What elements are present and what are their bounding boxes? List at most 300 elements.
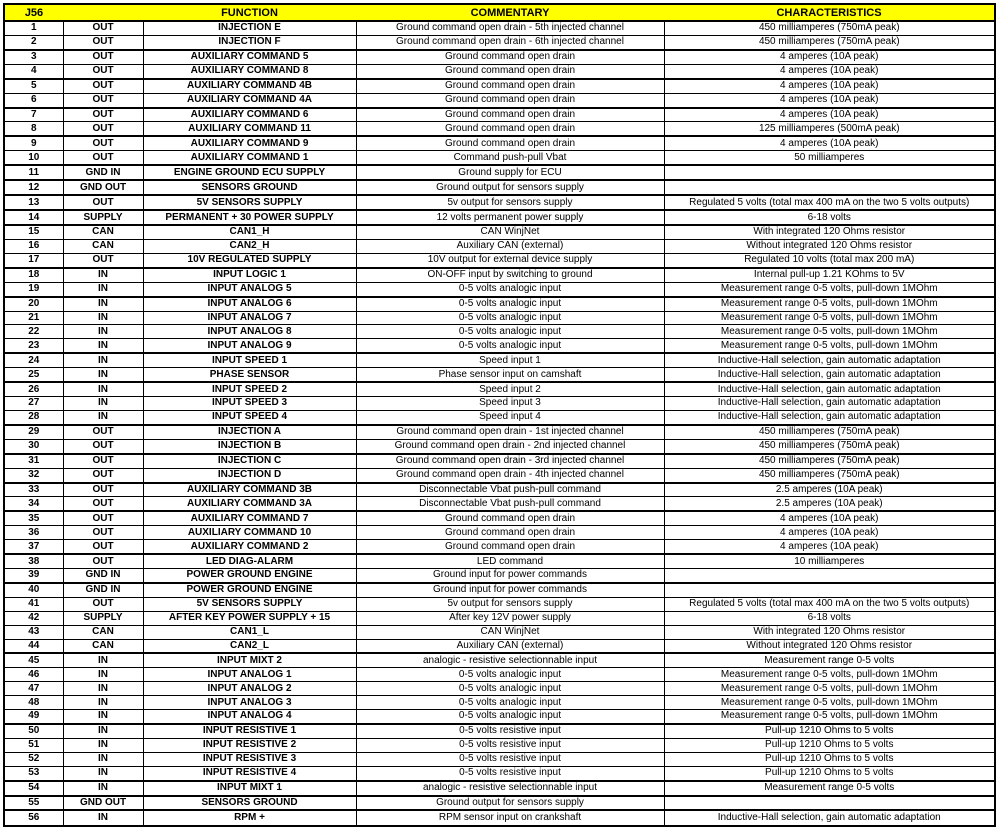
cell-pin: 20 — [4, 297, 63, 311]
cell-pin: 22 — [4, 325, 63, 339]
cell-direction: OUT — [63, 483, 143, 497]
cell-direction: IN — [63, 410, 143, 424]
cell-function: 10V REGULATED SUPPLY — [143, 253, 356, 267]
cell-function: INPUT ANALOG 6 — [143, 297, 356, 311]
cell-function: ENGINE GROUND ECU SUPPLY — [143, 165, 356, 180]
cell-commentary: Ground command open drain — [356, 93, 664, 107]
cell-pin: 12 — [4, 180, 63, 195]
cell-characteristics: Inductive-Hall selection, gain automatic adaptation — [664, 368, 995, 382]
cell-function: INPUT RESISTIVE 2 — [143, 738, 356, 752]
cell-commentary: After key 12V power supply — [356, 611, 664, 625]
cell-direction: IN — [63, 282, 143, 296]
cell-direction: OUT — [63, 253, 143, 267]
cell-pin: 23 — [4, 339, 63, 353]
cell-commentary: Ground command open drain — [356, 122, 664, 136]
header-row — [4, 4, 995, 21]
cell-pin: 47 — [4, 682, 63, 696]
cell-characteristics — [664, 165, 995, 180]
cell-characteristics: 4 amperes (10A peak) — [664, 540, 995, 554]
cell-function: AUXILIARY COMMAND 10 — [143, 526, 356, 540]
cell-characteristics: 4 amperes (10A peak) — [664, 136, 995, 150]
cell-pin: 17 — [4, 253, 63, 267]
cell-pin: 13 — [4, 195, 63, 210]
cell-characteristics: 4 amperes (10A peak) — [664, 50, 995, 64]
table-row — [4, 583, 995, 597]
cell-pin: 11 — [4, 165, 63, 180]
cell-direction: OUT — [63, 468, 143, 482]
table-row — [4, 311, 995, 325]
cell-characteristics: Inductive-Hall selection, gain automatic adaptation — [664, 397, 995, 411]
cell-commentary: 12 volts permanent power supply — [356, 210, 664, 225]
cell-characteristics: 4 amperes (10A peak) — [664, 64, 995, 78]
cell-function: AUXILIARY COMMAND 1 — [143, 151, 356, 165]
cell-function: 5V SENSORS SUPPLY — [143, 597, 356, 611]
cell-function: INPUT MIXT 1 — [143, 781, 356, 796]
cell-pin: 1 — [4, 21, 63, 35]
cell-commentary: Ground command open drain - 5th injected channel — [356, 21, 664, 35]
cell-characteristics: With integrated 120 Ohms resistor — [664, 625, 995, 639]
cell-commentary: Speed input 3 — [356, 397, 664, 411]
cell-direction: CAN — [63, 225, 143, 239]
cell-direction: IN — [63, 353, 143, 367]
cell-pin: 43 — [4, 625, 63, 639]
cell-pin: 39 — [4, 569, 63, 583]
table-row — [4, 151, 995, 165]
cell-function: AUXILIARY COMMAND 6 — [143, 108, 356, 122]
table-row — [4, 810, 995, 826]
cell-direction: OUT — [63, 511, 143, 525]
cell-function: INPUT ANALOG 7 — [143, 311, 356, 325]
column-header-characteristics: CHARACTERISTICS — [664, 4, 995, 21]
table-row — [4, 696, 995, 710]
cell-function: INPUT ANALOG 4 — [143, 710, 356, 724]
cell-commentary: 0-5 volts analogic input — [356, 282, 664, 296]
cell-direction: OUT — [63, 122, 143, 136]
table-row — [4, 165, 995, 180]
cell-direction: OUT — [63, 597, 143, 611]
cell-direction: GND IN — [63, 583, 143, 597]
cell-commentary: 0-5 volts resistive input — [356, 724, 664, 738]
cell-direction: OUT — [63, 439, 143, 453]
cell-pin: 9 — [4, 136, 63, 150]
cell-pin: 26 — [4, 382, 63, 396]
cell-function: INPUT SPEED 2 — [143, 382, 356, 396]
table-row — [4, 781, 995, 796]
cell-function: AUXILIARY COMMAND 4A — [143, 93, 356, 107]
cell-pin: 34 — [4, 497, 63, 511]
cell-pin: 46 — [4, 668, 63, 682]
cell-commentary: Ground output for sensors supply — [356, 180, 664, 195]
cell-pin: 44 — [4, 639, 63, 653]
cell-characteristics: Measurement range 0-5 volts, pull-down 1MOhm — [664, 668, 995, 682]
cell-commentary: analogic - resistive selectionnable input — [356, 653, 664, 667]
cell-function: INPUT ANALOG 2 — [143, 682, 356, 696]
table-row — [4, 439, 995, 453]
table-row — [4, 282, 995, 296]
cell-function: INPUT SPEED 4 — [143, 410, 356, 424]
cell-commentary: Ground command open drain — [356, 79, 664, 93]
cell-characteristics: Measurement range 0-5 volts, pull-down 1MOhm — [664, 311, 995, 325]
cell-characteristics: Inductive-Hall selection, gain automatic adaptation — [664, 410, 995, 424]
cell-direction: GND OUT — [63, 180, 143, 195]
cell-function: INPUT MIXT 2 — [143, 653, 356, 667]
cell-function: INJECTION D — [143, 468, 356, 482]
cell-function: INPUT RESISTIVE 1 — [143, 724, 356, 738]
cell-characteristics: With integrated 120 Ohms resistor — [664, 225, 995, 239]
cell-characteristics: Measurement range 0-5 volts — [664, 781, 995, 796]
cell-commentary: Ground command open drain - 6th injected channel — [356, 35, 664, 49]
cell-pin: 53 — [4, 766, 63, 780]
cell-function: INPUT LOGIC 1 — [143, 268, 356, 282]
cell-commentary: Auxiliary CAN (external) — [356, 639, 664, 653]
table-row — [4, 239, 995, 253]
cell-function: POWER GROUND ENGINE — [143, 583, 356, 597]
table-row — [4, 136, 995, 150]
table-row — [4, 625, 995, 639]
cell-characteristics: 4 amperes (10A peak) — [664, 79, 995, 93]
cell-function: AFTER KEY POWER SUPPLY + 15 — [143, 611, 356, 625]
cell-commentary: analogic - resistive selectionnable input — [356, 781, 664, 796]
cell-commentary: Command push-pull Vbat — [356, 151, 664, 165]
cell-function: INPUT ANALOG 9 — [143, 339, 356, 353]
cell-function: INJECTION C — [143, 454, 356, 468]
cell-characteristics: Regulated 5 volts (total max 400 mA on the two 5 volts outputs) — [664, 195, 995, 210]
cell-function: AUXILIARY COMMAND 4B — [143, 79, 356, 93]
cell-function: CAN2_H — [143, 239, 356, 253]
cell-function: INJECTION A — [143, 425, 356, 439]
cell-commentary: 5v output for sensors supply — [356, 597, 664, 611]
cell-pin: 19 — [4, 282, 63, 296]
cell-commentary: 0-5 volts analogic input — [356, 668, 664, 682]
cell-pin: 2 — [4, 35, 63, 49]
cell-commentary: Speed input 1 — [356, 353, 664, 367]
table-row — [4, 410, 995, 424]
cell-function: INPUT ANALOG 5 — [143, 282, 356, 296]
table-row — [4, 554, 995, 568]
cell-direction: IN — [63, 382, 143, 396]
cell-pin: 56 — [4, 810, 63, 826]
table-row — [4, 50, 995, 64]
cell-function: INJECTION B — [143, 439, 356, 453]
table-row — [4, 180, 995, 195]
cell-pin: 37 — [4, 540, 63, 554]
cell-commentary: Ground supply for ECU — [356, 165, 664, 180]
cell-characteristics: Measurement range 0-5 volts, pull-down 1MOhm — [664, 325, 995, 339]
cell-direction: GND OUT — [63, 796, 143, 811]
table-row — [4, 483, 995, 497]
cell-pin: 52 — [4, 752, 63, 766]
cell-characteristics: Without integrated 120 Ohms resistor — [664, 639, 995, 653]
cell-pin: 31 — [4, 454, 63, 468]
cell-commentary: RPM sensor input on crankshaft — [356, 810, 664, 826]
cell-commentary: 0-5 volts resistive input — [356, 752, 664, 766]
table-row — [4, 353, 995, 367]
table-row — [4, 225, 995, 239]
cell-commentary: Ground command open drain — [356, 526, 664, 540]
cell-characteristics: Pull-up 1210 Ohms to 5 volts — [664, 738, 995, 752]
cell-pin: 41 — [4, 597, 63, 611]
cell-commentary: CAN WinjNet — [356, 225, 664, 239]
table-row — [4, 682, 995, 696]
cell-commentary: ON-OFF input by switching to ground — [356, 268, 664, 282]
cell-function: 5V SENSORS SUPPLY — [143, 195, 356, 210]
table-row — [4, 511, 995, 525]
cell-pin: 38 — [4, 554, 63, 568]
table-row — [4, 122, 995, 136]
cell-characteristics: 4 amperes (10A peak) — [664, 108, 995, 122]
cell-direction: OUT — [63, 108, 143, 122]
cell-direction: OUT — [63, 50, 143, 64]
cell-characteristics: Regulated 5 volts (total max 400 mA on the two 5 volts outputs) — [664, 597, 995, 611]
cell-pin: 21 — [4, 311, 63, 325]
cell-pin: 15 — [4, 225, 63, 239]
table-row — [4, 339, 995, 353]
cell-characteristics: Measurement range 0-5 volts, pull-down 1MOhm — [664, 696, 995, 710]
cell-commentary: 0-5 volts analogic input — [356, 682, 664, 696]
cell-characteristics: 450 milliamperes (750mA peak) — [664, 439, 995, 453]
cell-direction: IN — [63, 738, 143, 752]
cell-function: POWER GROUND ENGINE — [143, 569, 356, 583]
cell-characteristics: 4 amperes (10A peak) — [664, 511, 995, 525]
cell-commentary: CAN WinjNet — [356, 625, 664, 639]
cell-function: INPUT ANALOG 8 — [143, 325, 356, 339]
table-row — [4, 526, 995, 540]
cell-commentary: Ground command open drain - 1st injected channel — [356, 425, 664, 439]
table-row — [4, 297, 995, 311]
cell-commentary: Ground command open drain — [356, 50, 664, 64]
cell-commentary: Speed input 4 — [356, 410, 664, 424]
cell-direction: IN — [63, 752, 143, 766]
cell-function: AUXILIARY COMMAND 11 — [143, 122, 356, 136]
cell-pin: 40 — [4, 583, 63, 597]
cell-pin: 6 — [4, 93, 63, 107]
cell-characteristics: 10 milliamperes — [664, 554, 995, 568]
cell-commentary: Disconnectable Vbat push-pull command — [356, 497, 664, 511]
cell-direction: CAN — [63, 639, 143, 653]
cell-commentary: 0-5 volts resistive input — [356, 766, 664, 780]
cell-characteristics: 6-18 volts — [664, 611, 995, 625]
cell-characteristics — [664, 583, 995, 597]
cell-characteristics: 450 milliamperes (750mA peak) — [664, 21, 995, 35]
cell-function: INPUT SPEED 3 — [143, 397, 356, 411]
cell-pin: 33 — [4, 483, 63, 497]
cell-characteristics: Internal pull-up 1.21 KOhms to 5V — [664, 268, 995, 282]
cell-characteristics: 50 milliamperes — [664, 151, 995, 165]
cell-pin: 8 — [4, 122, 63, 136]
cell-characteristics — [664, 796, 995, 811]
cell-characteristics: Inductive-Hall selection, gain automatic adaptation — [664, 382, 995, 396]
cell-characteristics: Measurement range 0-5 volts, pull-down 1MOhm — [664, 297, 995, 311]
column-header-commentary: COMMENTARY — [356, 4, 664, 21]
cell-direction: CAN — [63, 239, 143, 253]
cell-commentary: 0-5 volts analogic input — [356, 696, 664, 710]
cell-characteristics: Inductive-Hall selection, gain automatic adaptation — [664, 810, 995, 826]
cell-direction: SUPPLY — [63, 611, 143, 625]
cell-commentary: 0-5 volts analogic input — [356, 710, 664, 724]
cell-function: INPUT ANALOG 1 — [143, 668, 356, 682]
cell-characteristics: 450 milliamperes (750mA peak) — [664, 468, 995, 482]
cell-direction: SUPPLY — [63, 210, 143, 225]
cell-characteristics: Regulated 10 volts (total max 200 mA) — [664, 253, 995, 267]
cell-direction: CAN — [63, 625, 143, 639]
cell-direction: IN — [63, 297, 143, 311]
pinout-table — [3, 3, 996, 827]
table-row — [4, 724, 995, 738]
cell-direction: IN — [63, 781, 143, 796]
cell-direction: IN — [63, 653, 143, 667]
cell-function: AUXILIARY COMMAND 5 — [143, 50, 356, 64]
cell-commentary: Ground output for sensors supply — [356, 796, 664, 811]
cell-function: PHASE SENSOR — [143, 368, 356, 382]
cell-characteristics: Measurement range 0-5 volts, pull-down 1MOhm — [664, 682, 995, 696]
cell-characteristics: 6-18 volts — [664, 210, 995, 225]
cell-function: PERMANENT + 30 POWER SUPPLY — [143, 210, 356, 225]
cell-characteristics: Pull-up 1210 Ohms to 5 volts — [664, 724, 995, 738]
cell-characteristics: 2.5 amperes (10A peak) — [664, 483, 995, 497]
table-row — [4, 268, 995, 282]
cell-direction: OUT — [63, 195, 143, 210]
column-header-direction — [63, 4, 143, 21]
cell-commentary: Ground command open drain — [356, 511, 664, 525]
cell-characteristics: Pull-up 1210 Ohms to 5 volts — [664, 766, 995, 780]
table-row — [4, 668, 995, 682]
cell-direction: IN — [63, 696, 143, 710]
cell-commentary: 0-5 volts analogic input — [356, 311, 664, 325]
table-row — [4, 766, 995, 780]
cell-pin: 55 — [4, 796, 63, 811]
cell-direction: OUT — [63, 540, 143, 554]
cell-pin: 5 — [4, 79, 63, 93]
table-row — [4, 79, 995, 93]
cell-direction: IN — [63, 325, 143, 339]
table-row — [4, 653, 995, 667]
cell-pin: 42 — [4, 611, 63, 625]
cell-direction: OUT — [63, 93, 143, 107]
cell-direction: IN — [63, 311, 143, 325]
cell-function: RPM + — [143, 810, 356, 826]
cell-commentary: Ground command open drain - 4th injected channel — [356, 468, 664, 482]
cell-direction: OUT — [63, 21, 143, 35]
cell-function: INPUT RESISTIVE 3 — [143, 752, 356, 766]
cell-characteristics: Measurement range 0-5 volts — [664, 653, 995, 667]
cell-function: INPUT SPEED 1 — [143, 353, 356, 367]
cell-commentary: Ground input for power commands — [356, 569, 664, 583]
cell-direction: OUT — [63, 79, 143, 93]
cell-commentary: Ground command open drain — [356, 108, 664, 122]
cell-commentary: Ground command open drain - 3rd injected channel — [356, 454, 664, 468]
cell-commentary: Ground command open drain — [356, 136, 664, 150]
table-row — [4, 382, 995, 396]
cell-function: AUXILIARY COMMAND 9 — [143, 136, 356, 150]
cell-characteristics: 4 amperes (10A peak) — [664, 526, 995, 540]
cell-function: CAN1_L — [143, 625, 356, 639]
table-row — [4, 796, 995, 811]
table-row — [4, 253, 995, 267]
table-row — [4, 368, 995, 382]
cell-commentary: 0-5 volts analogic input — [356, 339, 664, 353]
cell-function: AUXILIARY COMMAND 2 — [143, 540, 356, 554]
cell-pin: 48 — [4, 696, 63, 710]
cell-pin: 32 — [4, 468, 63, 482]
cell-characteristics — [664, 180, 995, 195]
table-row — [4, 210, 995, 225]
cell-direction: IN — [63, 668, 143, 682]
cell-commentary: 0-5 volts analogic input — [356, 325, 664, 339]
cell-pin: 51 — [4, 738, 63, 752]
cell-pin: 25 — [4, 368, 63, 382]
table-row — [4, 468, 995, 482]
cell-pin: 49 — [4, 710, 63, 724]
cell-commentary: Phase sensor input on camshaft — [356, 368, 664, 382]
table-row — [4, 540, 995, 554]
cell-function: CAN1_H — [143, 225, 356, 239]
cell-characteristics: Measurement range 0-5 volts, pull-down 1MOhm — [664, 282, 995, 296]
cell-direction: IN — [63, 368, 143, 382]
cell-pin: 4 — [4, 64, 63, 78]
cell-direction: IN — [63, 682, 143, 696]
column-header-connector: J56 — [4, 4, 63, 21]
cell-characteristics: 125 milliamperes (500mA peak) — [664, 122, 995, 136]
cell-function: SENSORS GROUND — [143, 796, 356, 811]
table-row — [4, 497, 995, 511]
cell-pin: 14 — [4, 210, 63, 225]
table-row — [4, 639, 995, 653]
cell-commentary: 10V output for external device supply — [356, 253, 664, 267]
cell-function: AUXILIARY COMMAND 3B — [143, 483, 356, 497]
cell-direction: OUT — [63, 497, 143, 511]
cell-pin: 16 — [4, 239, 63, 253]
cell-characteristics: Pull-up 1210 Ohms to 5 volts — [664, 752, 995, 766]
table-row — [4, 108, 995, 122]
cell-commentary: 0-5 volts resistive input — [356, 738, 664, 752]
cell-characteristics — [664, 569, 995, 583]
cell-function: INPUT ANALOG 3 — [143, 696, 356, 710]
table-row — [4, 397, 995, 411]
cell-pin: 18 — [4, 268, 63, 282]
pinout-table-header — [4, 4, 995, 21]
table-row — [4, 738, 995, 752]
cell-function: INJECTION E — [143, 21, 356, 35]
cell-characteristics: 450 milliamperes (750mA peak) — [664, 35, 995, 49]
table-row — [4, 21, 995, 35]
cell-commentary: Disconnectable Vbat push-pull command — [356, 483, 664, 497]
cell-commentary: Ground input for power commands — [356, 583, 664, 597]
cell-function: AUXILIARY COMMAND 3A — [143, 497, 356, 511]
cell-commentary: Speed input 2 — [356, 382, 664, 396]
cell-function: INJECTION F — [143, 35, 356, 49]
cell-pin: 28 — [4, 410, 63, 424]
cell-characteristics: Inductive-Hall selection, gain automatic adaptation — [664, 353, 995, 367]
cell-pin: 7 — [4, 108, 63, 122]
cell-commentary: 0-5 volts analogic input — [356, 297, 664, 311]
cell-direction: IN — [63, 710, 143, 724]
cell-direction: GND IN — [63, 569, 143, 583]
cell-characteristics: Measurement range 0-5 volts, pull-down 1MOhm — [664, 710, 995, 724]
cell-direction: IN — [63, 268, 143, 282]
cell-pin: 54 — [4, 781, 63, 796]
column-header-function: FUNCTION — [143, 4, 356, 21]
table-row — [4, 454, 995, 468]
cell-direction: IN — [63, 810, 143, 826]
cell-direction: OUT — [63, 64, 143, 78]
cell-characteristics: 450 milliamperes (750mA peak) — [664, 425, 995, 439]
pinout-table-body — [4, 21, 995, 826]
cell-commentary: Ground command open drain - 2nd injected channel — [356, 439, 664, 453]
cell-pin: 36 — [4, 526, 63, 540]
cell-direction: OUT — [63, 425, 143, 439]
cell-function: SENSORS GROUND — [143, 180, 356, 195]
cell-function: CAN2_L — [143, 639, 356, 653]
